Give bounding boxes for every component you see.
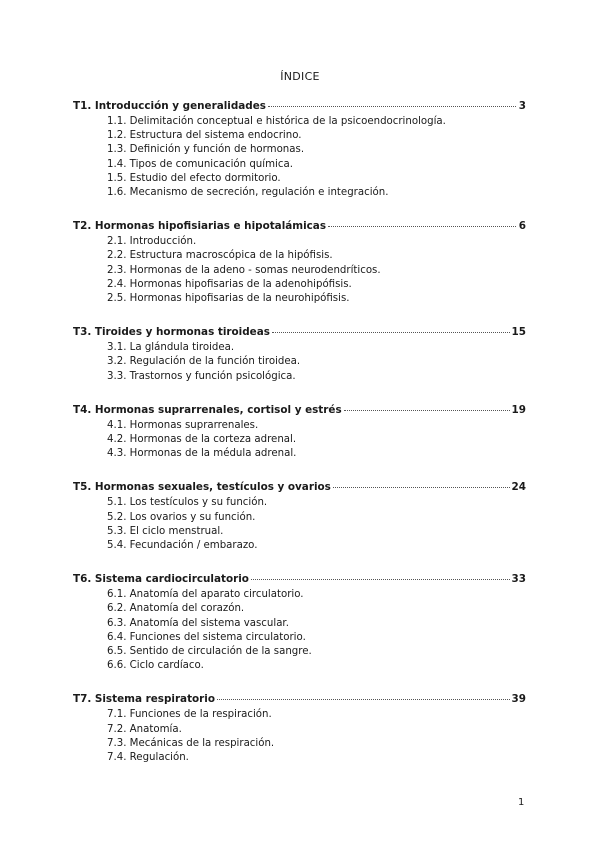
dot-leader	[272, 332, 510, 333]
section-item: 5.3. El ciclo menstrual.	[107, 525, 224, 537]
section-item: 2.5. Hormonas hipofisarias de la neurohipófisis.	[107, 293, 350, 305]
chapter-page-number: 33	[511, 573, 526, 586]
section-list	[73, 588, 526, 673]
toc-chapter	[73, 481, 526, 553]
toc-chapter	[73, 404, 526, 462]
section-item: 5.1. Los testículos y su función.	[107, 497, 268, 509]
page-title: ÍNDICE	[280, 70, 320, 83]
section-item: 3.1. La glándula tiroidea.	[107, 342, 235, 354]
section-item: 1.5. Estudio del efecto dormitorio.	[107, 172, 281, 184]
chapter-title: T7. Sistema respiratorio	[73, 693, 216, 706]
section-item: 4.1. Hormonas suprarrenales.	[107, 419, 259, 431]
section-list	[73, 496, 526, 553]
section-item: 2.4. Hormonas hipofisarias de la adenohipófisis.	[107, 278, 352, 290]
section-item: 1.4. Tipos de comunicación química.	[107, 158, 293, 170]
chapter-heading[interactable]	[73, 481, 526, 496]
dot-leader	[251, 579, 510, 580]
toc-chapter	[73, 220, 526, 306]
chapter-page-number: 3	[518, 100, 526, 112]
toc-chapter	[73, 100, 526, 200]
chapter-title: T2. Hormonas hipofisiarias e hipotalámicas	[73, 220, 327, 233]
chapter-page-number: 6	[518, 220, 526, 233]
dot-leader	[328, 226, 516, 227]
dot-leader	[217, 699, 510, 700]
section-item: 7.1. Funciones de la respiración.	[107, 709, 272, 721]
section-item: 6.1. Anatomía del aparato circulatorio.	[107, 589, 304, 601]
section-item: 2.1. Introducción.	[107, 236, 197, 248]
chapter-page-number: 24	[511, 481, 526, 494]
section-item: 2.2. Estructura macroscópica de la hipófisis.	[107, 250, 333, 262]
section-list	[73, 419, 526, 462]
section-item: 6.2. Anatomía del corazón.	[107, 603, 245, 615]
chapter-heading[interactable]	[73, 693, 526, 708]
chapter-title: T3. Tiroides y hormonas tiroideas	[73, 326, 270, 339]
section-list	[73, 708, 526, 765]
section-item: 1.1. Delimitación conceptual e histórica de la psicoendocrinología.	[107, 116, 446, 127]
section-item: 4.2. Hormonas de la corteza adrenal.	[107, 434, 297, 446]
section-item: 5.4. Fecundación / embarazo.	[107, 540, 258, 552]
section-item: 6.5. Sentido de circulación de la sangre.	[107, 646, 312, 658]
section-item: 5.2. Los ovarios y su función.	[107, 511, 256, 523]
toc-chapter	[73, 693, 526, 765]
chapter-page-number: 15	[511, 326, 526, 339]
section-item: 1.2. Estructura del sistema endocrino.	[107, 130, 302, 142]
table-of-contents	[73, 100, 526, 785]
section-item: 7.2. Anatomía.	[107, 723, 182, 735]
section-item: 6.6. Ciclo cardíaco.	[107, 660, 204, 672]
section-list	[73, 341, 526, 384]
chapter-title: T5. Hormonas sexuales, testículos y ovarios	[73, 481, 331, 494]
chapter-page-number: 39	[511, 693, 526, 706]
chapter-heading[interactable]	[73, 100, 526, 115]
section-item: 4.3. Hormonas de la médula adrenal.	[107, 448, 297, 460]
dot-leader	[344, 410, 510, 411]
section-item: 2.3. Hormonas de la adeno - somas neurodendríticos.	[107, 264, 381, 276]
section-item: 1.6. Mecanismo de secreción, regulación e integración.	[107, 187, 389, 199]
section-item: 3.3. Trastornos y función psicológica.	[107, 370, 296, 382]
section-list	[73, 235, 526, 306]
page-number: 1	[518, 797, 525, 808]
section-item: 1.3. Definición y función de hormonas.	[107, 144, 305, 156]
chapter-heading[interactable]	[73, 404, 526, 419]
chapter-page-number: 19	[511, 403, 526, 416]
toc-chapter	[73, 573, 526, 673]
section-list	[73, 115, 526, 200]
dot-leader	[333, 487, 510, 488]
chapter-heading[interactable]	[73, 220, 526, 235]
toc-chapter	[73, 326, 526, 384]
chapter-heading[interactable]	[73, 573, 526, 588]
section-item: 6.4. Funciones del sistema circulatorio.	[107, 631, 306, 643]
chapter-heading[interactable]	[73, 326, 526, 341]
chapter-title: T4. Hormonas suprarrenales, cortisol y estrés	[73, 403, 342, 416]
section-item: 3.2. Regulación de la función tiroidea.	[107, 356, 301, 368]
chapter-title: T1. Introducción y generalidades	[73, 100, 266, 112]
chapter-title: T6. Sistema cardiocirculatorio	[73, 573, 249, 586]
dot-leader	[268, 106, 516, 107]
section-item: 6.3. Anatomía del sistema vascular.	[107, 617, 289, 629]
section-item: 7.3. Mecánicas de la respiración.	[107, 737, 275, 749]
section-item: 7.4. Regulación.	[107, 752, 189, 764]
